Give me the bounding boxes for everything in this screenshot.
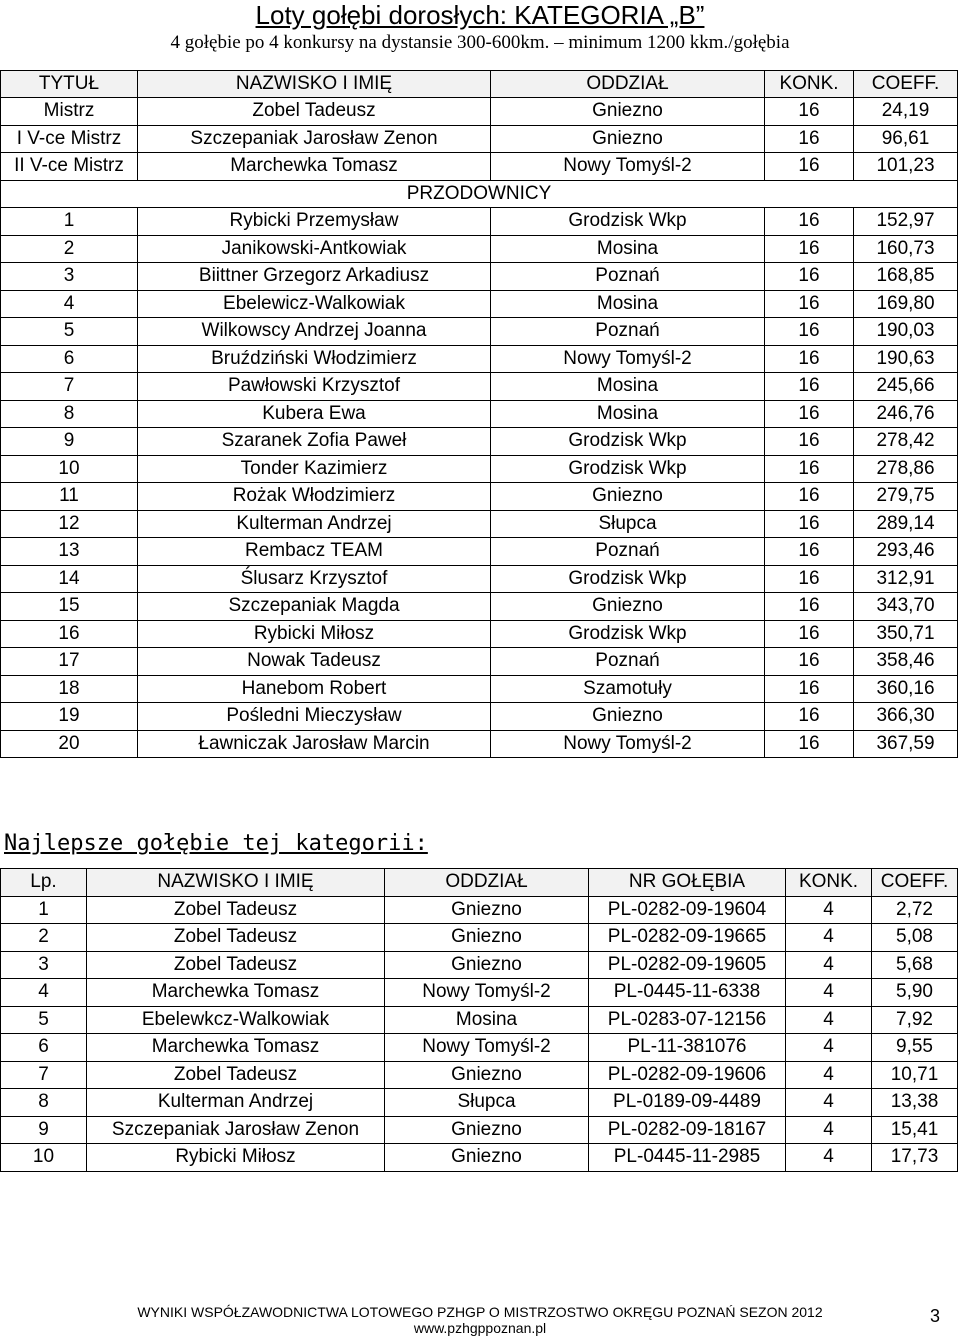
table-row bbox=[1, 345, 958, 373]
name-cell: Zobel Tadeusz bbox=[87, 896, 385, 924]
results-table bbox=[0, 70, 958, 758]
konk-cell: 16 bbox=[765, 565, 854, 593]
name-cell: Nowak Tadeusz bbox=[138, 648, 491, 676]
lp-cell: 9 bbox=[1, 1116, 87, 1144]
lp-cell: 2 bbox=[1, 924, 87, 952]
branch-cell: Gniezno bbox=[491, 593, 765, 621]
name-cell: Kubera Ewa bbox=[138, 400, 491, 428]
table-row bbox=[1, 1006, 958, 1034]
coeff-cell: 9,55 bbox=[872, 1034, 958, 1062]
branch-cell: Gniezno bbox=[491, 125, 765, 153]
branch-cell: Poznań bbox=[491, 648, 765, 676]
konk-cell: 16 bbox=[765, 345, 854, 373]
konk-cell: 4 bbox=[786, 1116, 872, 1144]
table-row bbox=[1, 318, 958, 346]
lp-cell: 4 bbox=[1, 979, 87, 1007]
table-row bbox=[1, 924, 958, 952]
branch-cell: Nowy Tomyśl-2 bbox=[385, 979, 589, 1007]
coeff-cell: 312,91 bbox=[854, 565, 958, 593]
results-header-row bbox=[1, 71, 958, 98]
page-number: 3 bbox=[930, 1306, 941, 1326]
branch-cell: Grodzisk Wkp bbox=[491, 565, 765, 593]
table-row bbox=[1, 373, 958, 401]
name-cell: Tonder Kazimierz bbox=[138, 455, 491, 483]
name-cell: Marchewka Tomasz bbox=[87, 1034, 385, 1062]
title-cell: 14 bbox=[1, 565, 138, 593]
branch-cell: Gniezno bbox=[491, 98, 765, 126]
table-row bbox=[1, 510, 958, 538]
branch-cell: Nowy Tomyśl-2 bbox=[491, 153, 765, 181]
title-cell: 6 bbox=[1, 345, 138, 373]
branch-cell: Grodzisk Wkp bbox=[491, 455, 765, 483]
coeff-cell: 246,76 bbox=[854, 400, 958, 428]
coeff-cell: 10,71 bbox=[872, 1061, 958, 1089]
title-cell: 7 bbox=[1, 373, 138, 401]
title-cell: 16 bbox=[1, 620, 138, 648]
konk-cell: 4 bbox=[786, 951, 872, 979]
title-cell: 1 bbox=[1, 208, 138, 236]
branch-cell: Poznań bbox=[491, 263, 765, 291]
branch-cell: Mosina bbox=[385, 1006, 589, 1034]
master-row bbox=[1, 153, 958, 181]
title-cell: 9 bbox=[1, 428, 138, 456]
branch-cell: Mosina bbox=[491, 373, 765, 401]
title-cell: 20 bbox=[1, 730, 138, 758]
table-row bbox=[1, 703, 958, 731]
konk-cell: 4 bbox=[786, 896, 872, 924]
branch-cell: Słupca bbox=[491, 510, 765, 538]
table-row bbox=[1, 208, 958, 236]
konk-cell: 16 bbox=[765, 98, 854, 126]
konk-cell: 4 bbox=[786, 1089, 872, 1117]
branch-cell: Gniezno bbox=[385, 924, 589, 952]
title-cell: I V-ce Mistrz bbox=[1, 125, 138, 153]
table-row bbox=[1, 1061, 958, 1089]
name-cell: Zobel Tadeusz bbox=[87, 951, 385, 979]
table-row bbox=[1, 1144, 958, 1172]
name-cell: Kulterman Andrzej bbox=[138, 510, 491, 538]
name-cell: Rybicki Miłosz bbox=[138, 620, 491, 648]
title-cell: 2 bbox=[1, 235, 138, 263]
konk-cell: 16 bbox=[765, 538, 854, 566]
konk-cell: 16 bbox=[765, 730, 854, 758]
branch-cell: Gniezno bbox=[385, 1144, 589, 1172]
branch-cell: Grodzisk Wkp bbox=[491, 620, 765, 648]
table-row bbox=[1, 675, 958, 703]
best-header-row bbox=[1, 869, 958, 897]
branch-cell: Mosina bbox=[491, 235, 765, 263]
name-cell: Zobel Tadeusz bbox=[87, 924, 385, 952]
column-header: KONK. bbox=[765, 71, 854, 98]
name-cell: Szczepaniak Jarosław Zenon bbox=[87, 1116, 385, 1144]
konk-cell: 16 bbox=[765, 428, 854, 456]
konk-cell: 4 bbox=[786, 1144, 872, 1172]
table-row bbox=[1, 620, 958, 648]
coeff-cell: 24,19 bbox=[854, 98, 958, 126]
title-cell: 15 bbox=[1, 593, 138, 621]
name-cell: Ławniczak Jarosław Marcin bbox=[138, 730, 491, 758]
branch-cell: Gniezno bbox=[385, 1116, 589, 1144]
ring-number-cell: PL-0189-09-4489 bbox=[589, 1089, 786, 1117]
name-cell: Rembacz TEAM bbox=[138, 538, 491, 566]
name-cell: Rybicki Miłosz bbox=[87, 1144, 385, 1172]
name-cell: Bruździński Włodzimierz bbox=[138, 345, 491, 373]
coeff-cell: 245,66 bbox=[854, 373, 958, 401]
konk-cell: 16 bbox=[765, 208, 854, 236]
branch-cell: Szamotuły bbox=[491, 675, 765, 703]
konk-cell: 16 bbox=[765, 455, 854, 483]
branch-cell: Grodzisk Wkp bbox=[491, 208, 765, 236]
coeff-cell: 96,61 bbox=[854, 125, 958, 153]
title-cell: Mistrz bbox=[1, 98, 138, 126]
column-header: Lp. bbox=[1, 869, 87, 897]
name-cell: Szczepaniak Jarosław Zenon bbox=[138, 125, 491, 153]
table-row bbox=[1, 565, 958, 593]
title-cell: 13 bbox=[1, 538, 138, 566]
page-title-text: Loty gołębi dorosłych: KATEGORIA „B” bbox=[255, 0, 705, 30]
name-cell: Szaranek Zofia Paweł bbox=[138, 428, 491, 456]
column-header: KONK. bbox=[786, 869, 872, 897]
table-row bbox=[1, 483, 958, 511]
konk-cell: 4 bbox=[786, 1006, 872, 1034]
table-row bbox=[1, 979, 958, 1007]
name-cell: Rożak Włodzimierz bbox=[138, 483, 491, 511]
name-cell: Zobel Tadeusz bbox=[87, 1061, 385, 1089]
column-header: ODDZIAŁ bbox=[385, 869, 589, 897]
konk-cell: 16 bbox=[765, 153, 854, 181]
branch-cell: Gniezno bbox=[491, 703, 765, 731]
coeff-cell: 358,46 bbox=[854, 648, 958, 676]
name-cell: Szczepaniak Magda bbox=[138, 593, 491, 621]
coeff-cell: 5,08 bbox=[872, 924, 958, 952]
lp-cell: 8 bbox=[1, 1089, 87, 1117]
title-cell: 5 bbox=[1, 318, 138, 346]
name-cell: Kulterman Andrzej bbox=[87, 1089, 385, 1117]
branch-cell: Nowy Tomyśl-2 bbox=[491, 345, 765, 373]
ring-number-cell: PL-0282-09-19665 bbox=[589, 924, 786, 952]
coeff-cell: 2,72 bbox=[872, 896, 958, 924]
konk-cell: 16 bbox=[765, 620, 854, 648]
coeff-cell: 350,71 bbox=[854, 620, 958, 648]
coeff-cell: 289,14 bbox=[854, 510, 958, 538]
table-row bbox=[1, 593, 958, 621]
branch-cell: Nowy Tomyśl-2 bbox=[491, 730, 765, 758]
title-cell: 18 bbox=[1, 675, 138, 703]
name-cell: Janikowski-Antkowiak bbox=[138, 235, 491, 263]
coeff-cell: 17,73 bbox=[872, 1144, 958, 1172]
konk-cell: 4 bbox=[786, 979, 872, 1007]
name-cell: Rybicki Przemysław bbox=[138, 208, 491, 236]
lp-cell: 5 bbox=[1, 1006, 87, 1034]
title-cell: II V-ce Mistrz bbox=[1, 153, 138, 181]
name-cell: Pawłowski Krzysztof bbox=[138, 373, 491, 401]
coeff-cell: 168,85 bbox=[854, 263, 958, 291]
branch-cell: Słupca bbox=[385, 1089, 589, 1117]
section-row bbox=[1, 180, 958, 208]
ring-number-cell: PL-0282-09-19605 bbox=[589, 951, 786, 979]
footer-url: www.pzhgppoznan.pl bbox=[413, 1320, 547, 1336]
konk-cell: 16 bbox=[765, 373, 854, 401]
column-header: COEFF. bbox=[854, 71, 958, 98]
coeff-cell: 279,75 bbox=[854, 483, 958, 511]
coeff-cell: 343,70 bbox=[854, 593, 958, 621]
table-row bbox=[1, 951, 958, 979]
title-cell: 3 bbox=[1, 263, 138, 291]
konk-cell: 16 bbox=[765, 400, 854, 428]
konk-cell: 4 bbox=[786, 924, 872, 952]
branch-cell: Poznań bbox=[491, 318, 765, 346]
konk-cell: 4 bbox=[786, 1061, 872, 1089]
coeff-cell: 5,90 bbox=[872, 979, 958, 1007]
lp-cell: 3 bbox=[1, 951, 87, 979]
title-cell: 17 bbox=[1, 648, 138, 676]
konk-cell: 16 bbox=[765, 675, 854, 703]
branch-cell: Gniezno bbox=[385, 1061, 589, 1089]
column-header: NR GOŁĘBIA bbox=[589, 869, 786, 897]
master-row bbox=[1, 125, 958, 153]
table-row bbox=[1, 730, 958, 758]
coeff-cell: 169,80 bbox=[854, 290, 958, 318]
konk-cell: 16 bbox=[765, 510, 854, 538]
ring-number-cell: PL-0445-11-2985 bbox=[589, 1144, 786, 1172]
name-cell: Zobel Tadeusz bbox=[138, 98, 491, 126]
coeff-cell: 278,86 bbox=[854, 455, 958, 483]
table-row bbox=[1, 428, 958, 456]
konk-cell: 16 bbox=[765, 263, 854, 291]
master-row bbox=[1, 98, 958, 126]
coeff-cell: 366,30 bbox=[854, 703, 958, 731]
konk-cell: 16 bbox=[765, 290, 854, 318]
coeff-cell: 278,42 bbox=[854, 428, 958, 456]
branch-cell: Poznań bbox=[491, 538, 765, 566]
coeff-cell: 5,68 bbox=[872, 951, 958, 979]
title-cell: 11 bbox=[1, 483, 138, 511]
konk-cell: 16 bbox=[765, 125, 854, 153]
branch-cell: Nowy Tomyśl-2 bbox=[385, 1034, 589, 1062]
table-row bbox=[1, 538, 958, 566]
table-row bbox=[1, 455, 958, 483]
coeff-cell: 293,46 bbox=[854, 538, 958, 566]
konk-cell: 4 bbox=[786, 1034, 872, 1062]
ring-number-cell: PL-11-381076 bbox=[589, 1034, 786, 1062]
coeff-cell: 152,97 bbox=[854, 208, 958, 236]
table-row bbox=[1, 263, 958, 291]
branch-cell: Mosina bbox=[491, 400, 765, 428]
lp-cell: 6 bbox=[1, 1034, 87, 1062]
coeff-cell: 101,23 bbox=[854, 153, 958, 181]
lp-cell: 7 bbox=[1, 1061, 87, 1089]
title-cell: 19 bbox=[1, 703, 138, 731]
konk-cell: 16 bbox=[765, 593, 854, 621]
table-row bbox=[1, 1116, 958, 1144]
table-row bbox=[1, 648, 958, 676]
best-pigeons-table bbox=[0, 868, 958, 1172]
name-cell: Ebelewkcz-Walkowiak bbox=[87, 1006, 385, 1034]
page-subtitle: 4 gołębie po 4 konkursy na dystansie 300-600km. – minimum 1200 kkm./gołębia bbox=[170, 32, 790, 53]
branch-cell: Gniezno bbox=[385, 951, 589, 979]
lp-cell: 10 bbox=[1, 1144, 87, 1172]
ring-number-cell: PL-0282-09-19604 bbox=[589, 896, 786, 924]
branch-cell: Grodzisk Wkp bbox=[491, 428, 765, 456]
name-cell: Marchewka Tomasz bbox=[87, 979, 385, 1007]
coeff-cell: 160,73 bbox=[854, 235, 958, 263]
section-label: PRZODOWNICY bbox=[1, 180, 958, 208]
coeff-cell: 15,41 bbox=[872, 1116, 958, 1144]
table-row bbox=[1, 896, 958, 924]
konk-cell: 16 bbox=[765, 648, 854, 676]
coeff-cell: 13,38 bbox=[872, 1089, 958, 1117]
page-title bbox=[0, 0, 960, 30]
column-header: NAZWISKO I IMIĘ bbox=[138, 71, 491, 98]
column-header: NAZWISKO I IMIĘ bbox=[87, 869, 385, 897]
coeff-cell: 367,59 bbox=[854, 730, 958, 758]
name-cell: Marchewka Tomasz bbox=[138, 153, 491, 181]
column-header: ODDZIAŁ bbox=[491, 71, 765, 98]
konk-cell: 16 bbox=[765, 318, 854, 346]
title-cell: 4 bbox=[1, 290, 138, 318]
table-row bbox=[1, 290, 958, 318]
branch-cell: Gniezno bbox=[491, 483, 765, 511]
coeff-cell: 190,63 bbox=[854, 345, 958, 373]
konk-cell: 16 bbox=[765, 235, 854, 263]
konk-cell: 16 bbox=[765, 703, 854, 731]
coeff-cell: 360,16 bbox=[854, 675, 958, 703]
title-cell: 12 bbox=[1, 510, 138, 538]
konk-cell: 16 bbox=[765, 483, 854, 511]
title-cell: 8 bbox=[1, 400, 138, 428]
ring-number-cell: PL-0283-07-12156 bbox=[589, 1006, 786, 1034]
table-row bbox=[1, 400, 958, 428]
column-header: TYTUŁ bbox=[1, 71, 138, 98]
lp-cell: 1 bbox=[1, 896, 87, 924]
name-cell: Ślusarz Krzysztof bbox=[138, 565, 491, 593]
column-header: COEFF. bbox=[872, 869, 958, 897]
ring-number-cell: PL-0282-09-19606 bbox=[589, 1061, 786, 1089]
coeff-cell: 190,03 bbox=[854, 318, 958, 346]
name-cell: Wilkowscy Andrzej Joanna bbox=[138, 318, 491, 346]
title-cell: 10 bbox=[1, 455, 138, 483]
coeff-cell: 7,92 bbox=[872, 1006, 958, 1034]
name-cell: Ebelewicz-Walkowiak bbox=[138, 290, 491, 318]
table-row bbox=[1, 1034, 958, 1062]
ring-number-cell: PL-0282-09-18167 bbox=[589, 1116, 786, 1144]
footer-text: WYNIKI WSPÓŁZAWODNICTWA LOTOWEGO PZHGP O MISTRZOSTWO OKRĘGU POZNAŃ SEZON 2012 bbox=[137, 1304, 823, 1320]
best-pigeons-heading: Najlepsze gołębie tej kategorii: bbox=[4, 831, 428, 856]
name-cell: Hanebom Robert bbox=[138, 675, 491, 703]
name-cell: Pośledni Mieczysław bbox=[138, 703, 491, 731]
ring-number-cell: PL-0445-11-6338 bbox=[589, 979, 786, 1007]
branch-cell: Mosina bbox=[491, 290, 765, 318]
branch-cell: Gniezno bbox=[385, 896, 589, 924]
table-row bbox=[1, 1089, 958, 1117]
name-cell: Biittner Grzegorz Arkadiusz bbox=[138, 263, 491, 291]
table-row bbox=[1, 235, 958, 263]
